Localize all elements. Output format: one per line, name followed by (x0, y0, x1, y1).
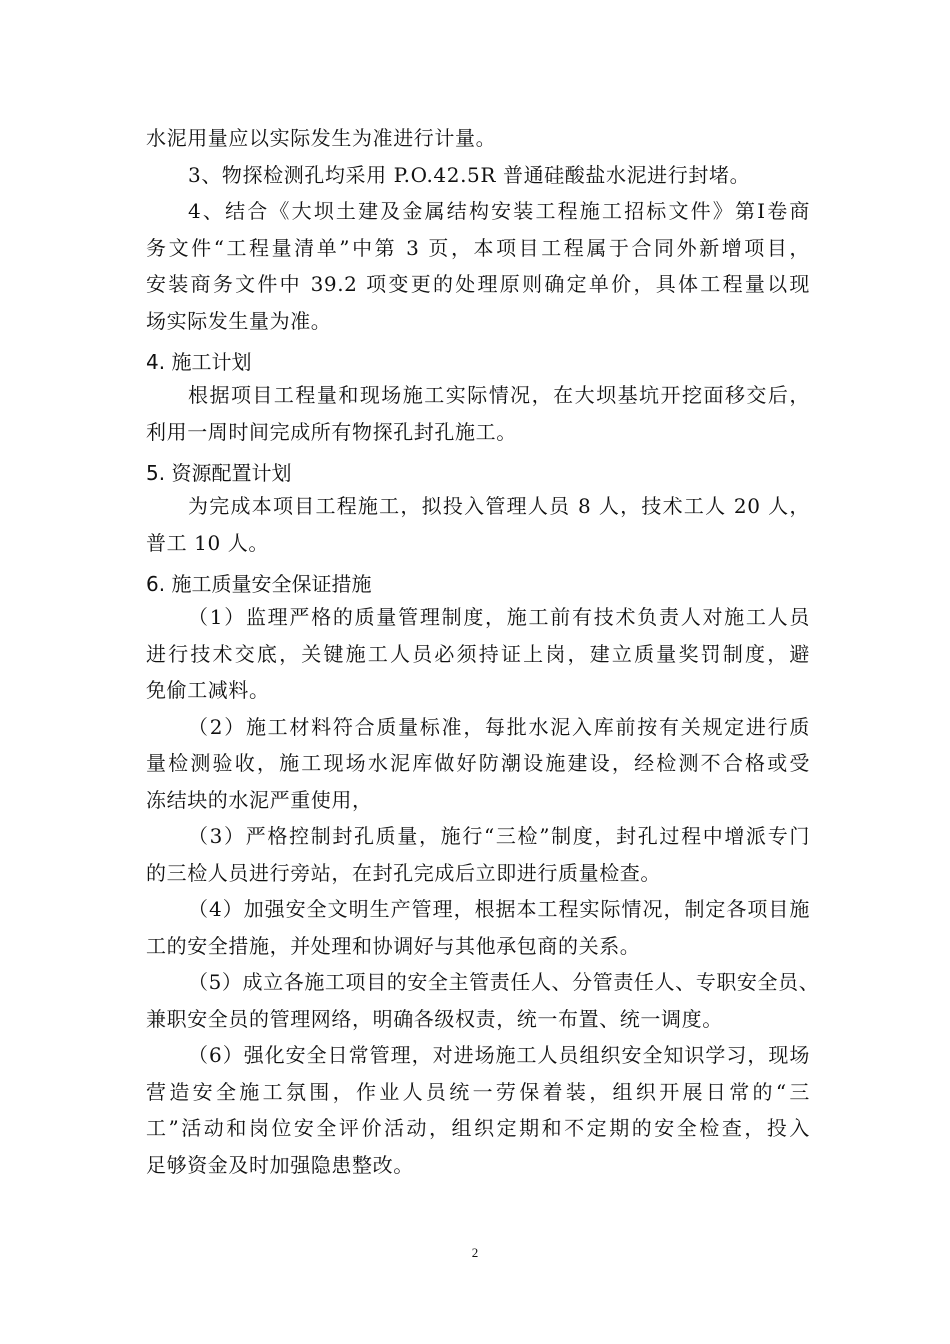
measure-item-1 (146, 599, 810, 709)
text-line: 足够资金及时加强隐患整改。 (146, 1152, 414, 1177)
paragraph-resource-plan (146, 488, 810, 561)
page-number: 2 (471, 1245, 479, 1260)
paragraph-construction-plan (146, 377, 810, 450)
paragraph-item-4 (146, 193, 810, 339)
text-line: 根据项目工程量和现场施工实际情况，在大坝基坑开挖面移交后， (188, 383, 810, 407)
text-line: 免偷工减料。 (146, 678, 270, 702)
text-line: 水泥用量应以实际发生为准进行计量。 (146, 126, 497, 150)
text-line: （6）强化安全日常管理，对进场施工人员组织安全知识学习，现场 (188, 1043, 810, 1067)
text-line: 务文件“工程量清单”中第 3 页，本项目工程属于合同外新增项目， (146, 235, 810, 260)
paragraph-cement-metering (146, 120, 810, 157)
text-line: （2）施工材料符合质量标准，每批水泥入库前按有关规定进行质 (188, 714, 810, 739)
section-heading-quality-safety: 6. 施工质量安全保证措施 (146, 572, 372, 596)
text-line: 营造安全施工氛围，作业人员统一劳保着装，组织开展日常的“三 (146, 1079, 810, 1104)
measure-item-4 (146, 891, 810, 964)
text-line: 冻结块的水泥严重使用， (146, 787, 373, 812)
text-line: 4、结合《大坝土建及金属结构安装工程施工招标文件》第Ⅰ卷商 (188, 199, 810, 223)
text-line: 为完成本项目工程施工，拟投入管理人员 8 人，技术工人 20 人， (188, 494, 810, 518)
document-body (146, 120, 820, 1183)
measure-item-6 (146, 1037, 810, 1183)
text-line: （3）严格控制封孔质量，施行“三检”制度，封孔过程中增派专门 (188, 824, 810, 848)
text-line: 普工 10 人。 (146, 530, 269, 555)
section-heading-resource-plan: 5. 资源配置计划 (146, 461, 292, 485)
text-line: 工的安全措施，并处理和协调好与其他承包商的关系。 (146, 933, 641, 958)
measure-item-2 (146, 709, 810, 819)
section-heading-construction-plan: 4. 施工计划 (146, 350, 252, 374)
text-line: 工”活动和岗位安全评价活动，组织定期和不定期的安全检查，投入 (146, 1116, 810, 1140)
text-line: 兼职安全员的管理网络，明确各级权责，统一布置、统一调度。 (146, 1006, 723, 1031)
text-line: 利用一周时间完成所有物探孔封孔施工。 (146, 419, 517, 444)
text-line: 场实际发生量为准。 (146, 308, 332, 333)
text-line: 的三检人员进行旁站，在封孔完成后立即进行质量检查。 (146, 860, 661, 885)
text-line: （5）成立各施工项目的安全主管责任人、分管责任人、专职安全员、 (188, 970, 820, 994)
text-line: （4）加强安全文明生产管理，根据本工程实际情况，制定各项目施 (188, 897, 810, 921)
text-line: 安装商务文件中 39.2 项变更的处理原则确定单价，具体工程量以现 (146, 272, 810, 296)
measure-item-3 (146, 818, 810, 891)
text-line: 3、物探检测孔均采用 P.O.42.5R 普通硅酸盐水泥进行封堵。 (188, 162, 751, 187)
text-line: 进行技术交底，关键施工人员必须持证上岗，建立质量奖罚制度，避 (146, 641, 810, 666)
text-line: （1）监理严格的质量管理制度，施工前有技术负责人对施工人员 (188, 605, 810, 629)
paragraph-item-3 (146, 157, 810, 194)
text-line: 量检测验收，施工现场水泥库做好防潮设施建设，经检测不合格或受 (146, 751, 810, 775)
measure-item-5 (146, 964, 820, 1037)
